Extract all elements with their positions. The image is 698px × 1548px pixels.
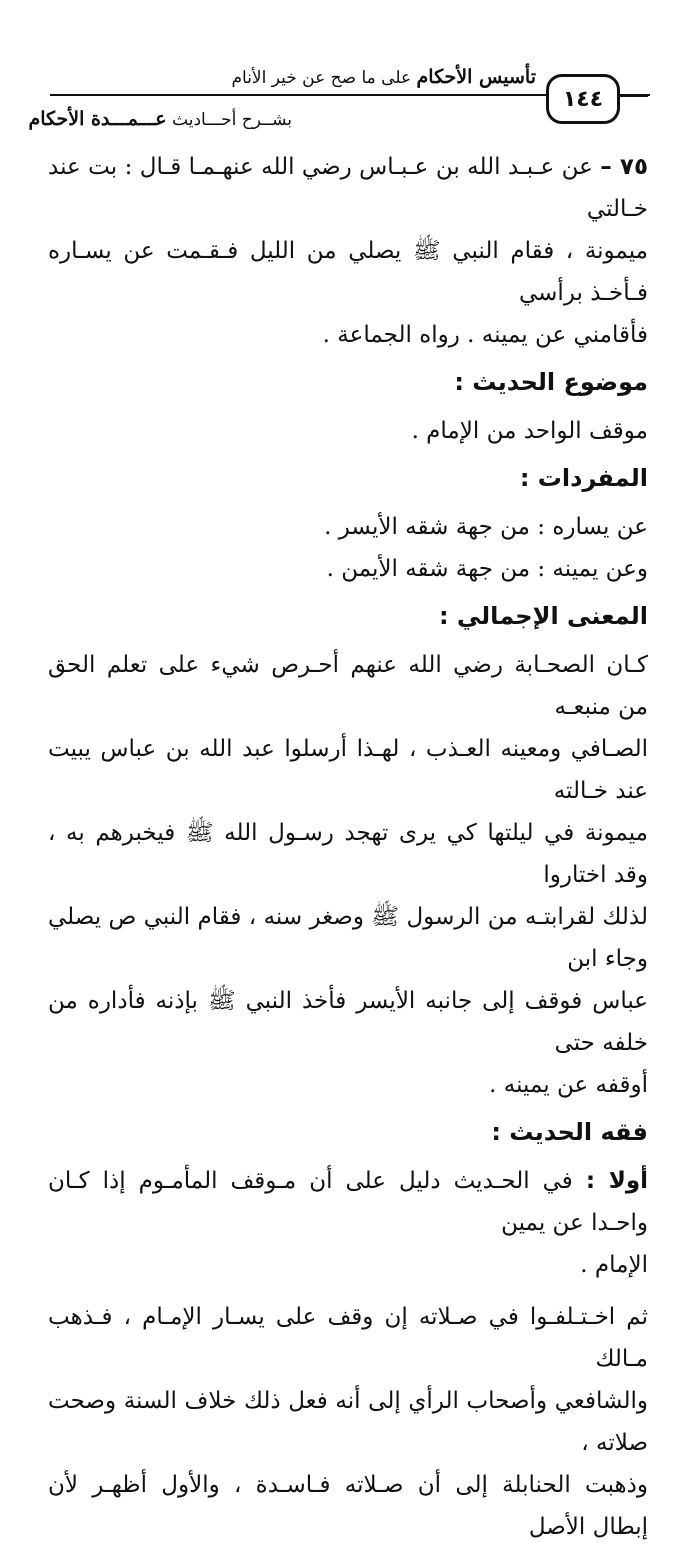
- fiqh-first-text-1: في الحـديث دليل على أن مـوقف المأمـوم إذا كـان واحـدا عن يمين: [48, 1168, 648, 1236]
- fiqh-heading: فقه الحديث :: [491, 1118, 648, 1146]
- meaning-line-1: كـان الصحـابة رضي الله عنهم أحـرص شيء على تعلم الحق من منبعـه: [48, 652, 648, 720]
- header-rule-accent: [616, 94, 648, 97]
- paragraph-gap: [48, 1286, 648, 1296]
- meaning-line-6: أوقفه عن يمينه .: [489, 1072, 648, 1098]
- meaning-line-4: لذلك لقرابتـه من الرسول ﷺ وصغر سنه ، فقام النبي ص يصلي وجاء ابن: [48, 904, 648, 972]
- fiqh-p2-line-1: ثم اخـتـلفـوا في صـلاته إن وقف على يسـار الإمـام ، فـذهب مـالك: [48, 1304, 648, 1372]
- fiqh-first-line-1: [48, 1160, 648, 1244]
- vocab-heading: المفردات :: [519, 464, 648, 492]
- book-subtitle: [28, 108, 292, 130]
- fiqh-first-label: أولا :: [585, 1168, 649, 1194]
- topic-text: موقف الواحد من الإمام .: [411, 418, 648, 444]
- book-subtitle-bold: عـــمـــدة الأحكام: [28, 108, 167, 130]
- meaning-heading: المعنى الإجمالي :: [438, 602, 648, 630]
- vocab-item-1: عن يساره : من جهة شقه الأيسر .: [324, 514, 648, 540]
- fiqh-first-line-2: الإمام .: [580, 1252, 648, 1278]
- book-title-rest: على ما صح عن خير الأنام: [231, 68, 417, 88]
- meaning-line-5: عباس فوقف إلى جانبه الأيسر فأخذ النبي ﷺ بإذنه فأداره من خلفه حتى: [48, 988, 648, 1056]
- hadith-line-3: فأقامني عن يمينه . رواه الجماعة .: [322, 322, 648, 348]
- page-number: ١٤٤: [546, 74, 620, 124]
- fiqh-p2-line-2: والشافعي وأصحاب الرأي إلى أنه فعل ذلك خلاف السنة وصحت صلاته ،: [48, 1388, 648, 1456]
- hadith-line-1: [48, 146, 648, 230]
- book-title: [225, 66, 536, 88]
- book-title-bold: تأسيس الأحكام: [416, 66, 536, 88]
- hadith-number: ٧٥ –: [600, 154, 648, 180]
- meaning-line-3: ميمونة في ليلتها كي يرى تهجد رسـول الله ﷺ فيخبرهم به ، وقد اختاروا: [48, 820, 648, 888]
- meaning-line-2: الصـافي ومعينه العـذب ، لهـذا أرسلوا عبد الله بن عباس يبيت عند خـالته: [48, 736, 648, 804]
- topic-heading: موضوع الحديث :: [454, 368, 648, 396]
- page-body: [48, 146, 648, 1548]
- vocab-item-2: وعن يمينه : من جهة شقه الأيمن .: [326, 556, 648, 582]
- hadith-text-1: عن عـبـد الله بن عـبـاس رضي الله عنهـمـا قـال : بت عند خـالتي: [48, 154, 648, 222]
- book-subtitle-light: بشــرح أحـــاديث: [166, 110, 292, 130]
- page-header: [28, 62, 648, 142]
- hadith-line-2: ميمونة ، فقام النبي ﷺ يصلي من الليل فـقـمت عن يسـاره فـأخـذ برأسي: [48, 238, 648, 306]
- fiqh-p2-line-3: وذهبت الحنابلة إلى أن صـلاته فـاسـدة ، والأول أظهـر لأن إبطال الأصل: [48, 1472, 648, 1540]
